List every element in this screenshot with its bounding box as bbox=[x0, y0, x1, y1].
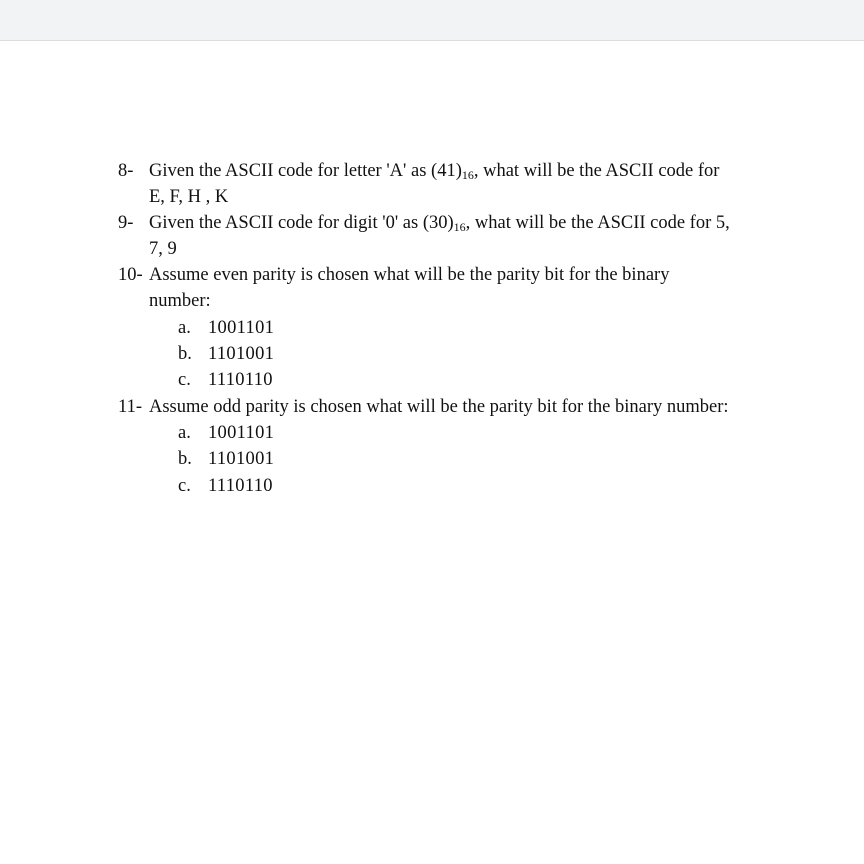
base-subscript: 16 bbox=[461, 168, 474, 182]
base-subscript: 16 bbox=[453, 220, 466, 234]
option-label: b. bbox=[178, 449, 192, 469]
option-value: 1001101 bbox=[208, 423, 275, 443]
option-label: a. bbox=[178, 423, 191, 443]
question-text-continuation: E, F, H , K bbox=[149, 187, 229, 207]
question-number: 11- bbox=[118, 397, 142, 417]
option-label: b. bbox=[178, 344, 192, 364]
question-text-continuation: 7, 9 bbox=[149, 239, 177, 259]
question-text: Assume even parity is chosen what will be the parity bit for the binary bbox=[149, 265, 670, 285]
question-text: Assume odd parity is chosen what will be the parity bit for the binary number: bbox=[149, 397, 729, 417]
option-value: 1001101 bbox=[208, 318, 275, 338]
option-label: c. bbox=[178, 476, 191, 496]
question-number: 8- bbox=[118, 161, 134, 181]
question-number: 9- bbox=[118, 213, 134, 233]
question-text: Given the ASCII code for letter 'A' as $(41)_{16}$, what will be the ASCII code for bbox=[149, 161, 720, 182]
question-text: Given the ASCII code for digit '0' as $(30)_{16}$, what will be the ASCII code for 5, bbox=[149, 213, 730, 234]
option-label: a. bbox=[178, 318, 191, 338]
option-value: 1101001 bbox=[208, 344, 275, 364]
question-text-continuation: number: bbox=[149, 291, 211, 311]
question-number: 10- bbox=[118, 265, 143, 285]
option-value: 1110110 bbox=[208, 370, 273, 390]
option-value: 1101001 bbox=[208, 449, 275, 469]
option-value: 1110110 bbox=[208, 476, 273, 496]
option-label: c. bbox=[178, 370, 191, 390]
